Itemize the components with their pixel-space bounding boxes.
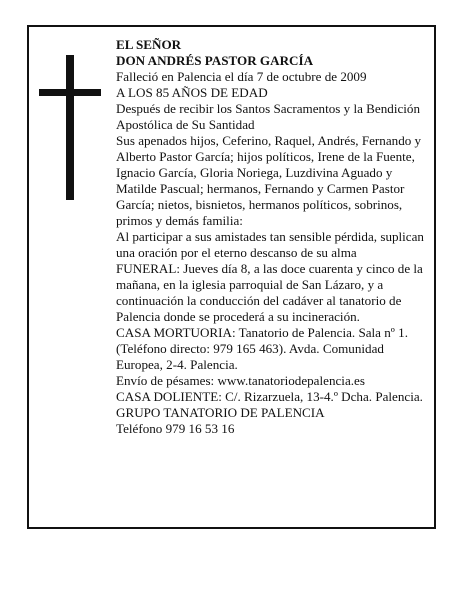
condolences-line: Envío de pésames: www.tanatoriodepalencia.es: [116, 373, 365, 388]
death-line: Falleció en Palencia el día 7 de octubre de 2009: [116, 69, 367, 84]
cross-horizontal-bar: [39, 89, 101, 96]
deceased-name: DON ANDRÉS PASTOR GARCÍA: [116, 53, 314, 68]
family-home-paragraph: CASA DOLIENTE: C/. Rizarzuela, 13-4.º Dcha. Palencia.: [116, 389, 423, 404]
family-paragraph: Sus apenados hijos, Ceferino, Raquel, Andrés, Fernando y Alberto Pastor García; hijos políticos, Irene de la Fuente, Ignacio García, Gloria Noriega, Luzdivina Aguado y Matilde Pascual; hermanos, Fernando y Carmen Pastor García; nietos, bisnietos, hermanos políticos, sobrinos, primos y demás familia:: [116, 133, 422, 228]
obituary-notice: [27, 25, 436, 529]
notice-text: [116, 37, 426, 437]
sacraments-line: Después de recibir los Santos Sacramentos y la Bendición Apostólica de Su Santidad: [116, 101, 420, 132]
notice-heading: EL SEÑOR: [116, 37, 182, 52]
cross-icon: [39, 55, 101, 200]
phone-line: Teléfono 979 16 53 16: [116, 421, 235, 436]
request-paragraph: Al participar a sus amistades tan sensible pérdida, suplican una oración por el eterno descanso de su alma: [116, 229, 424, 260]
cross-vertical-bar: [66, 55, 74, 200]
funeral-paragraph: FUNERAL: Jueves día 8, a las doce cuarenta y cinco de la mañana, en la iglesia parroquial de San Lázaro, y a continuación la conducción del cadáver al tanatorio de Palencia donde se procederá a su incineración.: [116, 261, 423, 324]
mortuary-paragraph: CASA MORTUORIA: Tanatorio de Palencia. Sala nº 1. (Teléfono directo: 979 165 463). Avda. Comunidad Europea, 2-4. Palencia.: [116, 325, 408, 372]
age-line: A LOS 85 AÑOS DE EDAD: [116, 85, 268, 100]
group-name: GRUPO TANATORIO DE PALENCIA: [116, 405, 325, 420]
